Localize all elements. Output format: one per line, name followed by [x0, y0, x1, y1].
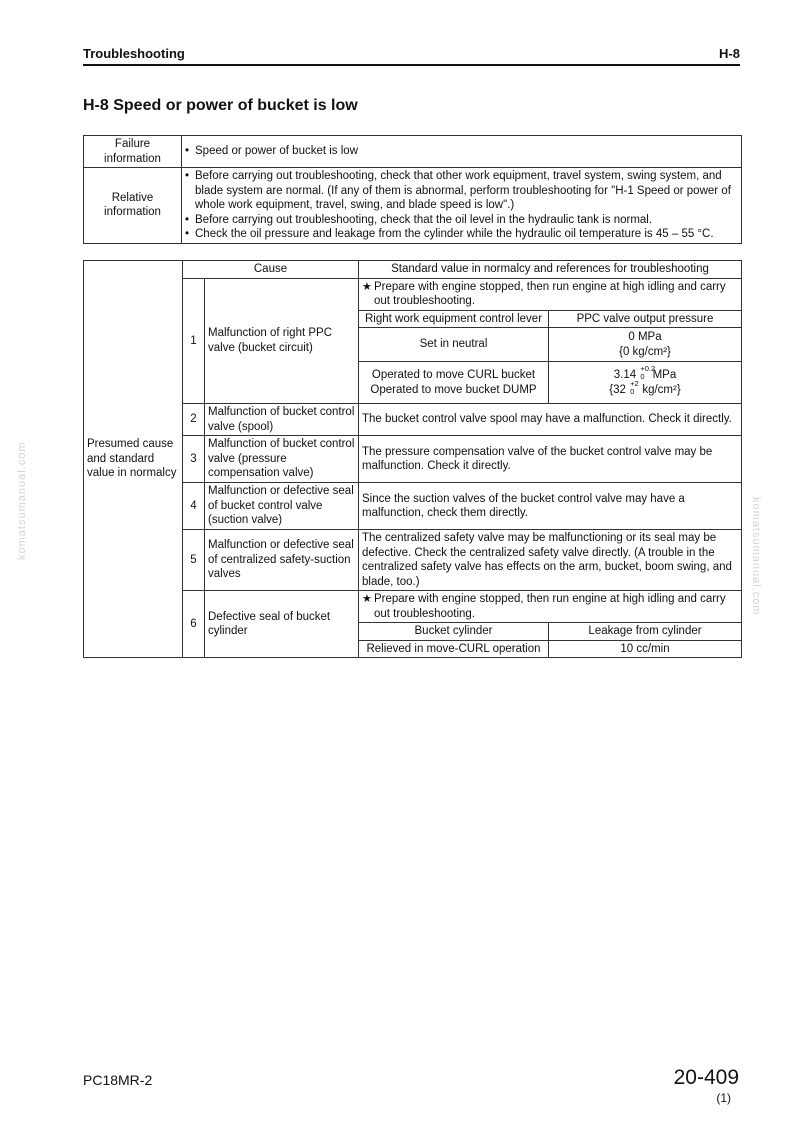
condition-relieved: Relieved in move-CURL operation [359, 640, 549, 658]
star-note: ★ Prepare with engine stopped, then run engine at high idling and carry out troubleshooting. [362, 280, 738, 309]
model-name: PC18MR-2 [83, 1072, 153, 1088]
cause-row [84, 591, 742, 623]
note-cell [359, 591, 742, 623]
subtable-col1-header: Right work equipment control lever [359, 310, 549, 328]
pressure-mpa: 0 MPa [628, 331, 662, 343]
condition-curl: Operated to move CURL bucket [371, 369, 536, 381]
standard-header: Standard value in normalcy and references for troubleshooting [359, 261, 742, 279]
cause-row [84, 483, 742, 530]
watermark-right: komatsumanual.com [750, 497, 762, 616]
tolerance [639, 363, 656, 382]
cause-number: 5 [183, 530, 205, 591]
subtable-col2-header: PPC valve output pressure [549, 310, 742, 328]
cause-header: Cause [183, 261, 359, 279]
watermark-left: komatsumanual.com [16, 441, 28, 560]
page-number: 20-409 [673, 1066, 739, 1089]
relative-info-item: • Before carrying out troubleshooting, check that the oil level in the hydraulic tank is normal. [185, 213, 738, 228]
cause-text: Malfunction of bucket control valve (pressure compensation valve) [205, 436, 359, 483]
cause-number: 1 [183, 278, 205, 404]
cause-number: 2 [183, 404, 205, 436]
presumed-cause-label: Presumed cause and standard value in normalcy [84, 261, 183, 658]
cause-table [83, 260, 742, 658]
standard-text: The centralized safety valve may be malfunctioning or its seal may be defective. Check the centralized safety valve directly. (A trouble in the centralized safety valve has effects on the arm, bucket, boom swing, and blade, too.) [359, 530, 742, 591]
cause-text: Malfunction of right PPC valve (bucket circuit) [205, 278, 359, 404]
pressure-base: 3.14 [613, 369, 637, 381]
standard-text: Since the suction valves of the bucket control valve may have a malfunction, check them directly. [359, 483, 742, 530]
cause-text: Malfunction or defective seal of bucket control valve (suction valve) [205, 483, 359, 530]
condition-operated [359, 362, 549, 404]
relative-info-item: • Check the oil pressure and leakage from the cylinder while the hydraulic oil temperature is 45 – 55 °C. [185, 227, 738, 242]
cause-text: Malfunction of bucket control valve (spool) [205, 404, 359, 436]
standard-text: The pressure compensation valve of the bucket control valve may be malfunction. Check it directly. [359, 436, 742, 483]
failure-info-text: • Speed or power of bucket is low [185, 144, 738, 159]
section-name: Troubleshooting [83, 46, 185, 61]
cause-table-header-row [84, 261, 742, 279]
tolerance-lower: 0 [630, 386, 635, 396]
standard-text: The bucket control valve spool may have a malfunction. Check it directly. [359, 404, 742, 436]
relative-info-row [84, 168, 742, 244]
cause-text: Malfunction or defective seal of centralized safety-suction valves [205, 530, 359, 591]
section-code: H-8 [719, 46, 740, 61]
failure-info-cell [182, 136, 742, 168]
page-header [83, 46, 740, 66]
star-note: ★ Prepare with engine stopped, then run engine at high idling and carry out troubleshooting. [362, 592, 738, 621]
pressure-unit: MPa [652, 369, 677, 381]
cause-text: Defective seal of bucket cylinder [205, 591, 359, 658]
pressure-unit: kg/cm²} [642, 383, 681, 396]
revision-number: (1) [716, 1091, 731, 1105]
pressure-value-operated [549, 362, 742, 404]
cause-row [84, 436, 742, 483]
pressure-mpa-tolerance [552, 363, 738, 383]
leakage-value: 10 cc/min [549, 640, 742, 658]
cause-number: 4 [183, 483, 205, 530]
condition-neutral: Set in neutral [359, 328, 549, 362]
pressure-value-neutral [549, 328, 742, 362]
relative-info-label: Relative information [84, 168, 182, 244]
subtable-col1-header: Bucket cylinder [359, 623, 549, 641]
note-cell [359, 278, 742, 310]
tolerance-lower: 0 [640, 371, 645, 381]
pressure-base: {32 [609, 383, 626, 396]
tolerance-upper: +2 [630, 378, 639, 388]
page-title: H-8 Speed or power of bucket is low [83, 97, 358, 114]
tolerance [629, 378, 639, 397]
subtable-col2-header: Leakage from cylinder [549, 623, 742, 641]
cause-number: 6 [183, 591, 205, 658]
failure-info-label: Failure information [84, 136, 182, 168]
info-table [83, 135, 742, 244]
pressure-kg: {0 kg/cm²} [619, 345, 671, 358]
condition-dump: Operated to move bucket DUMP [370, 383, 537, 396]
cause-row [84, 278, 742, 310]
pressure-kg-tolerance [552, 378, 738, 398]
cause-row [84, 530, 742, 591]
cause-row [84, 404, 742, 436]
relative-info-item: • Before carrying out troubleshooting, check that other work equipment, travel system, swing system, and blade system are normal. (If any of them is abnormal, perform troubleshooting for "H-1 Speed or power of whole work equipment, travel, swing, and blade speed is low".) [185, 169, 738, 213]
failure-info-row [84, 136, 742, 168]
cause-number: 3 [183, 436, 205, 483]
relative-info-cell [182, 168, 742, 244]
tolerance-upper: +0.2 [640, 363, 656, 373]
